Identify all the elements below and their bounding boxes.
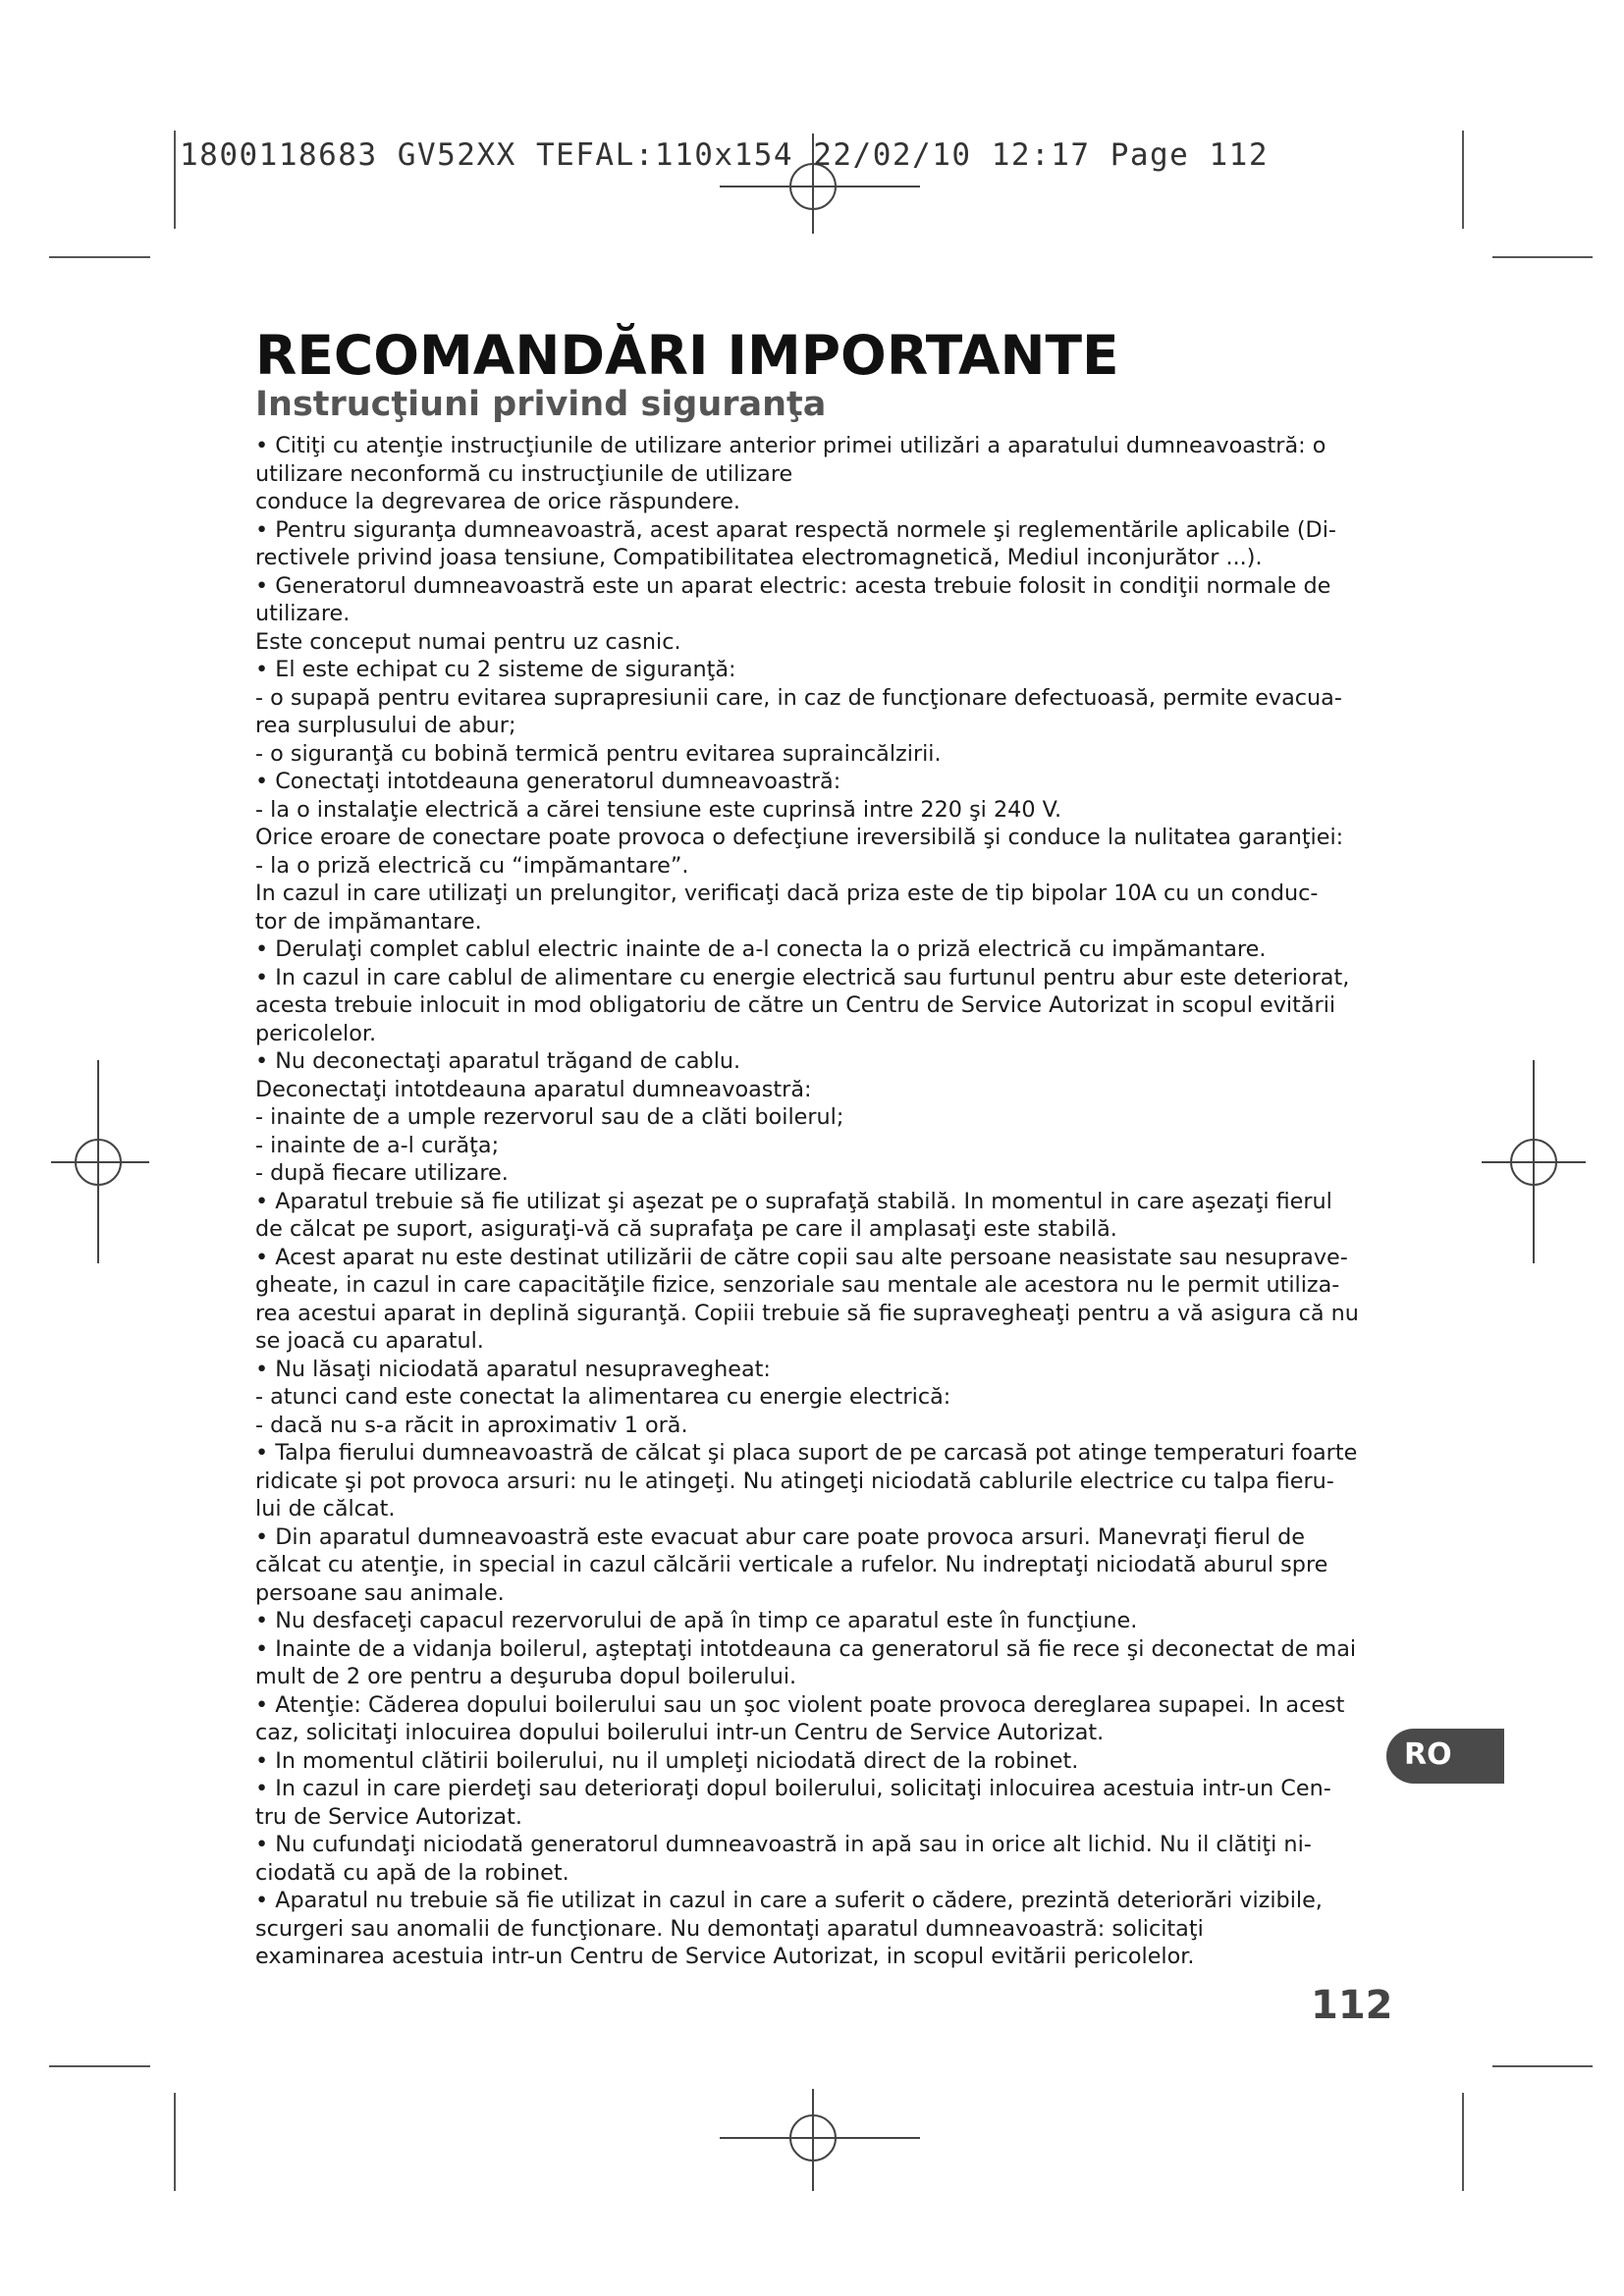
registration-mark-right [1482, 1060, 1586, 1263]
text-line: • Nu lăsaţi niciodată aparatul nesupravegheat: [255, 1356, 771, 1382]
text-line: tor de impămantare. [255, 908, 482, 934]
text-line: • Derulaţi complet cablul electric inainte de a-l conecta la o priză electrică cu impămantare. [255, 936, 1267, 962]
text-line: scurgeri sau anomalii de funcţionare. Nu demontaţi aparatul dumneavoastră: solicitaţi [255, 1915, 1204, 1942]
text-line: caz, solicitaţi inlocuirea dopului boilerului intr-un Centru de Service Autorizat. [255, 1720, 1105, 1745]
text-line: • Citiţi cu atenţie instrucţiunile de utilizare anterior primei utilizări a aparatului dumneavoastră: o [255, 433, 1326, 458]
language-tab-label: RO [1404, 1737, 1452, 1772]
print-header: 1800118683 GV52XX TEFAL:110x154 22/02/10 12:17 Page 112 [180, 137, 1269, 173]
safety-instructions-text [255, 432, 1399, 1971]
text-line: acesta trebuie inlocuit in mod obligatoriu de către un Centru de Service Autorizat in scopul evitării [255, 992, 1336, 1018]
section-subtitle: Instrucţiuni privind siguranţa [255, 385, 827, 424]
text-line: • Acest aparat nu este destinat utilizării de către copii sau alte persoane neasistate sau nesuprave- [255, 1244, 1348, 1270]
text-line: lui de călcat. [255, 1496, 396, 1522]
text-line: • Nu deconectaţi aparatul trăgand de cablu. [255, 1048, 741, 1074]
text-line: conduce la degrevarea de orice răspundere. [255, 489, 740, 514]
text-line: In cazul in care utilizaţi un prelungitor, verificaţi dacă priza este de tip bipolar 10A cu un conduc- [255, 881, 1319, 906]
text-line: - inainte de a umple rezervorul sau de a clăti boilerul; [255, 1104, 844, 1130]
text-line: - la o instalaţie electrică a cărei tensiune este cuprinsă intre 220 şi 240 V. [255, 796, 1062, 823]
text-line: • Pentru siguranţa dumneavoastră, acest aparat respectă normele şi reglementările aplicabile (Di- [255, 516, 1336, 543]
text-line: • In cazul in care cablul de alimentare cu energie electrică sau furtunul pentru abur este deteriorat, [255, 964, 1350, 990]
text-line: ciodată cu apă de la robinet. [255, 1859, 569, 1886]
text-line: călcat cu atenţie, in special in cazul călcării verticale a rufelor. Nu indreptaţi niciodată aburul spre [255, 1552, 1328, 1577]
text-line: utilizare neconformă cu instrucţiunile de utilizare [255, 460, 793, 487]
text-line: • Aparatul trebuie să fie utilizat şi aşezat pe o suprafaţă stabilă. In momentul in care aşezaţi fierul [255, 1188, 1332, 1214]
text-line: • Aparatul nu trebuie să fie utilizat in cazul in care a suferit o cădere, prezintă deteriorări vizibile, [255, 1888, 1323, 1913]
text-line: gheate, in cazul in care capacităţile fizice, senzoriale sau mentale ale acestora nu le permit utiliza- [255, 1272, 1340, 1298]
text-line: rea surplusului de abur; [255, 713, 516, 738]
text-line: Este conceput numai pentru uz casnic. [255, 628, 681, 655]
text-line: - după fiecare utilizare. [255, 1160, 509, 1186]
text-line: • Talpa fierului dumneavoastră de călcat şi placa suport de pe carcasă pot atinge temperaturi foarte [255, 1440, 1358, 1466]
registration-mark-left [51, 1060, 149, 1263]
text-line: • Inainte de a vidanja boilerul, aşteptaţi intotdeauna ca generatorul să fie rece şi deconectat de mai [255, 1635, 1357, 1662]
text-line: - inainte de a-l curăţa; [255, 1132, 500, 1158]
text-line: • Nu cufundaţi niciodată generatorul dumneavoastră in apă sau in orice alt lichid. Nu il clătiţi ni- [255, 1832, 1312, 1857]
registration-mark-bottom [720, 2089, 920, 2191]
text-line: - la o priză electrică cu “impămantare”. [255, 852, 689, 879]
text-line: - dacă nu s-a răcit in aproximativ 1 oră. [255, 1412, 688, 1438]
text-line: utilizare. [255, 601, 351, 626]
text-line: pericolelor. [255, 1020, 377, 1046]
text-line: tru de Service Autorizat. [255, 1803, 522, 1830]
text-line: se joacă cu aparatul. [255, 1328, 484, 1354]
text-line: ridicate şi pot provoca arsuri: nu le atingeţi. Nu atingeţi niciodată cablurile electrice cu talpa fieru- [255, 1468, 1334, 1494]
text-line: - atunci cand este conectat la alimentarea cu energie electrică: [255, 1384, 951, 1410]
text-line: Deconectaţi intotdeauna aparatul dumneavoastră: [255, 1076, 812, 1102]
text-line: • El este echipat cu 2 sisteme de siguranţă: [255, 657, 736, 682]
language-tab [1386, 1729, 1504, 1784]
page-number: 112 [1311, 1983, 1393, 2028]
text-line: rectivele privind joasa tensiune, Compatibilitatea electromagnetică, Mediul inconjurător ...). [255, 545, 1263, 570]
text-line: examinarea acestuia intr-un Centru de Service Autorizat, in scopul evitării pericolelor. [255, 1944, 1195, 1969]
text-line: persoane sau animale. [255, 1579, 505, 1606]
text-line: • In cazul in care pierdeţi sau deterioraţi dopul boilerului, solicitaţi inlocuirea acestuia intr-un Cen- [255, 1776, 1331, 1801]
text-line: Orice eroare de conectare poate provoca o defecţiune ireversibilă şi conduce la nulitatea garanţiei: [255, 825, 1344, 850]
text-line: • Din aparatul dumneavoastră este evacuat abur care poate provoca arsuri. Manevraţi fierul de [255, 1523, 1305, 1550]
text-line: • Generatorul dumneavoastră este un aparat electric: acesta trebuie folosit in condiţii normale de [255, 572, 1331, 599]
text-line: - o supapă pentru evitarea suprapresiunii care, in caz de funcţionare defectuoasă, permite evacua- [255, 684, 1342, 711]
text-line: • Nu desfaceţi capacul rezervorului de apă în timp ce aparatul este în funcţiune. [255, 1608, 1138, 1633]
text-line: rea acestui aparat in deplină siguranţă. Copiii trebuie să fie supravegheaţi pentru a vă asigura că nu [255, 1300, 1359, 1326]
text-line: de călcat pe suport, asiguraţi-vă că suprafaţa pe care il amplasaţi este stabilă. [255, 1216, 1117, 1242]
text-line: • In momentul clătirii boilerului, nu il umpleţi niciodată direct de la robinet. [255, 1747, 1079, 1774]
text-line: - o siguranţă cu bobină termică pentru evitarea supraincălzirii. [255, 740, 942, 767]
text-line: mult de 2 ore pentru a deşuruba dopul boilerului. [255, 1664, 797, 1689]
page-title: RECOMANDĂRI IMPORTANTE [255, 324, 1119, 387]
text-line: • Atenţie: Căderea dopului boilerului sau un şoc violent poate provoca dereglarea supapei. In acest [255, 1691, 1345, 1718]
text-line: • Conectaţi intotdeauna generatorul dumneavoastră: [255, 769, 841, 794]
